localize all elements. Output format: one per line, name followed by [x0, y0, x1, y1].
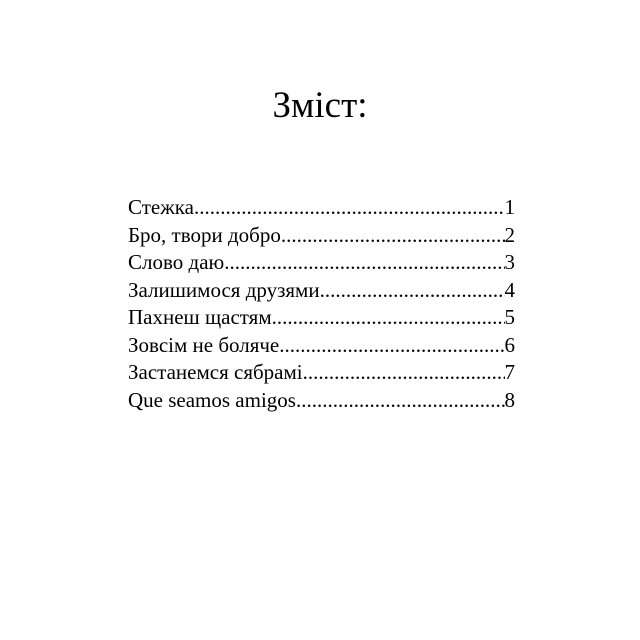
toc-entry-page-number: 3	[504, 250, 515, 274]
toc-entry-page-number: 1	[504, 195, 515, 219]
toc-entry-label: Слово даю	[128, 250, 225, 274]
toc-entry	[128, 387, 515, 415]
toc-dot-leader	[320, 277, 505, 305]
toc-entry-label: Стежка	[128, 195, 194, 219]
toc-entry-label: Que seamos amigos	[128, 387, 296, 412]
toc-entry-label: Бро, твори добро	[128, 222, 281, 247]
toc-entry-label: Зовсім не боляче	[128, 332, 280, 357]
toc-entry-page-number: 6	[504, 332, 515, 357]
toc-entry-page-number: 5	[504, 305, 515, 329]
toc-entry	[128, 249, 515, 277]
toc-entry-label: Залишимося друзями	[128, 277, 320, 302]
toc-dot-leader	[296, 387, 505, 415]
toc-entry	[128, 194, 515, 222]
toc-entry-label: Застанемся сябрамі	[128, 360, 303, 384]
page-title: Зміст:	[272, 85, 368, 126]
toc-dot-leader	[281, 222, 505, 250]
toc-entry-page-number: 8	[504, 387, 515, 412]
toc-entry	[128, 359, 515, 387]
toc-entry	[128, 277, 515, 305]
toc-dot-leader	[194, 194, 505, 222]
toc-dot-leader	[279, 332, 504, 360]
toc-dot-leader	[303, 359, 505, 387]
toc-entry-page-number: 2	[504, 222, 515, 247]
toc-entry-page-number: 4	[504, 277, 515, 302]
toc-entry	[128, 332, 515, 360]
table-of-contents	[128, 194, 515, 414]
toc-entry-page-number: 7	[504, 360, 515, 384]
toc-entry	[128, 304, 515, 332]
toc-entry	[128, 222, 515, 250]
toc-dot-leader	[224, 249, 504, 277]
toc-entry-label: Пахнеш щастям	[128, 305, 272, 329]
toc-dot-leader	[272, 304, 505, 332]
